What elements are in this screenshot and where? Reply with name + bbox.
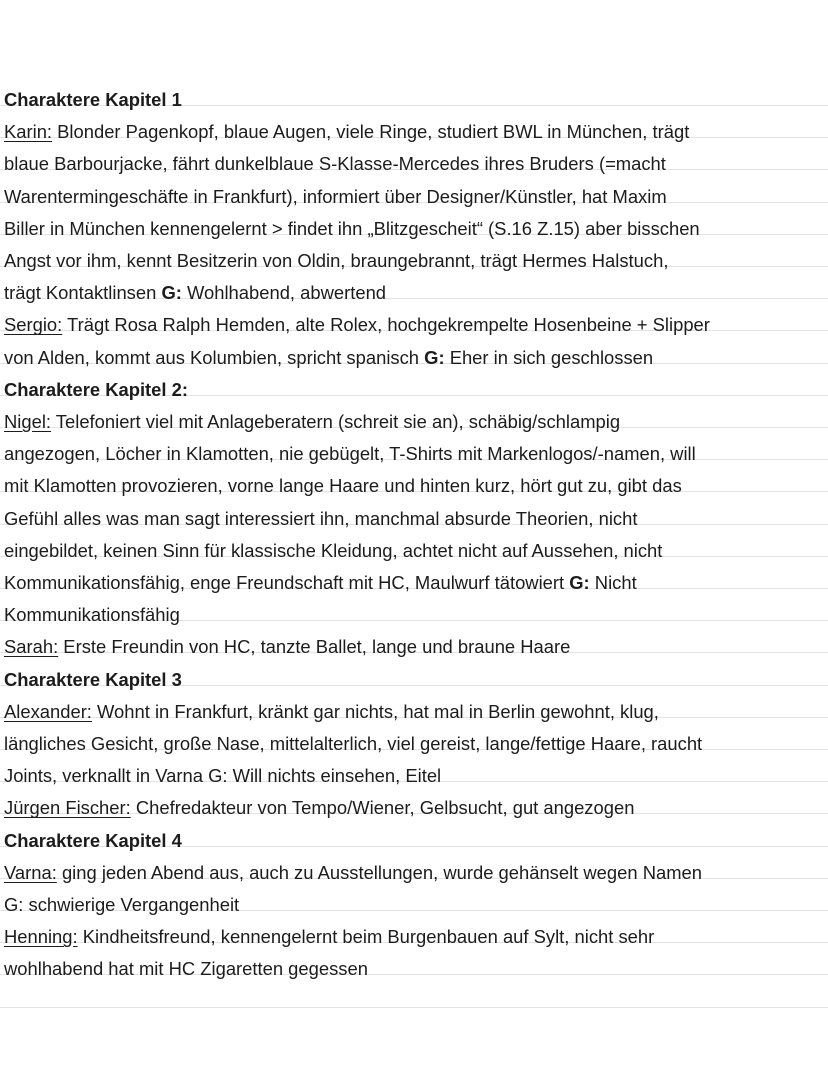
line-text: Charaktere Kapitel 1 [4, 89, 182, 110]
text-line [4, 953, 824, 985]
text-line [4, 728, 824, 760]
line-text: Blonder Pagenkopf, blaue Augen, viele Ringe, studiert BWL in München, trägt [52, 121, 690, 143]
line-text: trägt Kontaktlinsen [4, 282, 162, 304]
summary-text: Eher in sich geschlossen [444, 346, 654, 368]
line-text: Warentermingeschäfte in Frankfurt), informiert über Designer/Künstler, hat Maxim [4, 185, 667, 207]
text-line [4, 599, 824, 631]
text-line [4, 213, 824, 245]
section-heading [4, 84, 824, 116]
line-text: Kommunikationsfähig, enge Freundschaft mit HC, Maulwurf tätowiert [4, 572, 570, 593]
section-heading [4, 664, 824, 696]
text-line [4, 792, 824, 824]
section-heading [4, 374, 824, 406]
text-line [4, 116, 824, 148]
line-text: Angst vor ihm, kennt Besitzerin von Oldin, braungebrannt, trägt Hermes Halstuch, [4, 250, 669, 271]
text-line [4, 470, 824, 502]
character-name: Sergio: [4, 314, 63, 336]
line-text: angezogen, Löcher in Klamotten, nie gebügelt, T-Shirts mit Markenlogos/-namen, will [4, 443, 696, 465]
character-name: Nigel: [4, 411, 52, 432]
text-line [4, 438, 824, 470]
character-name: Karin: [4, 121, 53, 143]
ruled-line [0, 1007, 828, 1008]
text-line [4, 148, 824, 180]
line-text: ging jeden Abend aus, auch zu Ausstellungen, wurde gehänselt wegen Namen [56, 861, 702, 883]
line-text: Wohnt in Frankfurt, kränkt gar nichts, hat mal in Berlin gewohnt, klug, [91, 700, 659, 722]
line-text: Erste Freundin von HC, tanzte Ballet, lange und braune Haare [58, 636, 571, 658]
line-text: Telefoniert viel mit Anlageberatern (schreit sie an), schäbig/schlampig [51, 411, 621, 432]
text-line [4, 567, 824, 599]
summary-text: Wohlhabend, abwertend [181, 282, 387, 304]
text-line [4, 406, 824, 438]
character-name: Jürgen Fischer: [4, 797, 131, 819]
line-text: Kommunikationsfähig [4, 604, 180, 626]
section-heading [4, 825, 824, 857]
line-text: Trägt Rosa Ralph Hemden, alte Rolex, hochgekrempelte Hosenbeine + Slipper [62, 314, 710, 336]
line-text: mit Klamotten provozieren, vorne lange Haare und hinten kurz, hört gut zu, gibt das [4, 475, 682, 497]
text-line [4, 181, 824, 213]
summary-label: G: [161, 282, 182, 304]
summary-text: Nicht [589, 572, 637, 593]
line-text: Charaktere Kapitel 3 [4, 668, 182, 690]
character-name: Henning: [4, 926, 78, 948]
line-text: blaue Barbourjacke, fährt dunkelblaue S-Klasse-Mercedes ihres Bruders (=macht [4, 153, 666, 175]
text-line [4, 760, 824, 792]
text-line [4, 277, 824, 309]
text-line [4, 503, 824, 535]
line-text: G: schwierige Vergangenheit [4, 894, 240, 915]
character-name: Alexander: [4, 700, 92, 722]
text-line [4, 889, 824, 921]
text-line [4, 309, 824, 341]
text-line [4, 245, 824, 277]
text-line [4, 631, 824, 663]
line-text: eingebildet, keinen Sinn für klassische Kleidung, achtet nicht auf Aussehen, nicht [4, 539, 663, 561]
text-line [4, 535, 824, 567]
text-line [4, 342, 824, 374]
text-line [4, 921, 824, 953]
line-text: wohlhabend hat mit HC Zigaretten gegessen [4, 958, 368, 980]
line-text: Gefühl alles was man sagt interessiert ihn, manchmal absurde Theorien, nicht [4, 507, 638, 529]
text-line [4, 696, 824, 728]
character-name: Varna: [4, 861, 57, 883]
line-text: Joints, verknallt in Varna G: Will nichts einsehen, Eitel [4, 765, 442, 787]
summary-label: G: [424, 346, 445, 368]
line-text: Biller in München kennengelernt > findet ihn „Blitzgescheit“ (S.16 Z.15) aber bisschen [4, 217, 700, 239]
line-text: Chefredakteur von Tempo/Wiener, Gelbsucht, gut angezogen [130, 797, 635, 819]
character-name: Sarah: [4, 636, 59, 658]
summary-label: G: [569, 572, 590, 593]
text-line [4, 857, 824, 889]
line-text: Charaktere Kapitel 4 [4, 829, 182, 851]
line-text: Kindheitsfreund, kennengelernt beim Burgenbauen auf Sylt, nicht sehr [77, 926, 655, 948]
line-text: Charaktere Kapitel 2: [4, 378, 188, 400]
line-text: längliches Gesicht, große Nase, mittelalterlich, viel gereist, lange/fettige Haare, raucht [4, 733, 703, 754]
line-text: von Alden, kommt aus Kolumbien, spricht spanisch [4, 346, 425, 368]
